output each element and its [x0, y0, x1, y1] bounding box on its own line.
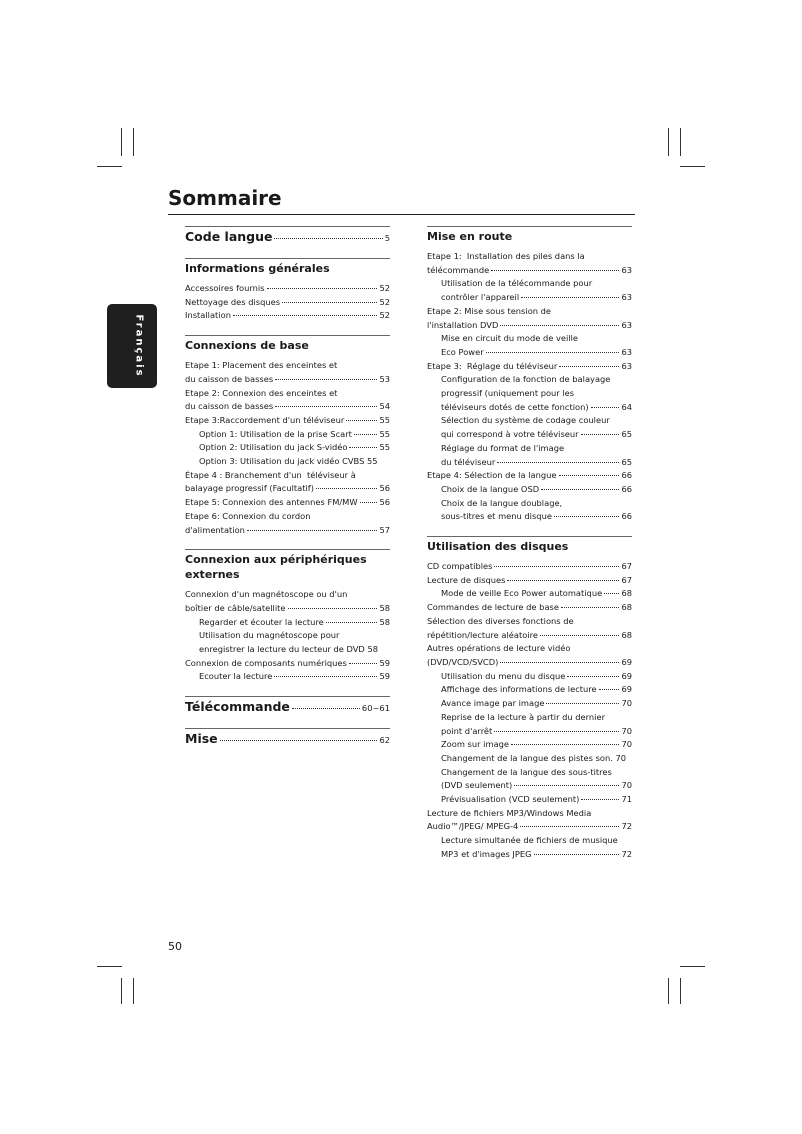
toc-entry-text: (DVD/VCD/SVCD) [427, 656, 499, 667]
dot-leader [494, 731, 619, 732]
toc-entry[interactable] [427, 642, 632, 656]
toc-page-ref: 70 [621, 780, 632, 791]
toc-page-ref: 72 [621, 821, 632, 832]
toc-entry[interactable] [185, 296, 390, 310]
toc-entry-text: Connexion de composants numériques [185, 657, 347, 668]
toc-entry-text: du téléviseur [441, 456, 496, 467]
toc-page-ref: 52 [379, 296, 390, 307]
dot-leader [581, 434, 620, 435]
toc-entry[interactable] [427, 305, 632, 319]
toc-entry-text: télécommande [427, 264, 490, 275]
toc-entry-text: Etape 6: Connexion du cordon [185, 510, 311, 521]
toc-section [185, 728, 390, 748]
toc-entry-text: Etape 5: Connexion des antennes FM/MW [185, 497, 358, 508]
dot-leader [520, 826, 619, 827]
dot-leader [275, 379, 377, 380]
section-title[interactable] [185, 696, 390, 716]
toc-page-ref: 55 [379, 414, 390, 425]
toc-entry[interactable] [427, 264, 632, 278]
toc-entry[interactable] [427, 277, 632, 291]
toc-entry[interactable] [185, 373, 390, 387]
toc-section [185, 549, 390, 684]
dot-leader [491, 270, 619, 271]
toc-entry[interactable] [427, 656, 632, 670]
toc-page-ref: 65 [621, 429, 632, 440]
toc-page-ref: 55 [379, 428, 390, 439]
toc-page-ref: 66 [621, 511, 632, 522]
dot-leader [561, 607, 619, 608]
toc-entry[interactable] [185, 643, 390, 657]
toc-entry[interactable] [185, 428, 390, 442]
dot-leader [267, 288, 378, 289]
toc-entry-text: Mise en circuit du mode de veille [441, 333, 579, 344]
toc-entry[interactable] [427, 332, 632, 346]
toc-entry[interactable] [427, 779, 632, 793]
toc-entry[interactable] [185, 387, 390, 401]
toc-entry-text: Nettoyage des disques [185, 296, 281, 307]
toc-entry-text: Étape 4 : Branchement d'un téléviseur à [185, 469, 356, 480]
toc-page-ref: 69 [621, 684, 632, 695]
toc-entry[interactable] [185, 524, 390, 538]
toc-entry-text: Lecture de fichiers MP3/Windows Media [427, 807, 592, 818]
toc-entry[interactable] [427, 697, 632, 711]
toc-entry[interactable] [185, 400, 390, 414]
toc-entry[interactable] [185, 670, 390, 684]
toc-entry-text: Changement de la langue des pistes son. 70 [441, 752, 627, 763]
toc-entry[interactable] [427, 560, 632, 574]
toc-entry[interactable] [185, 309, 390, 323]
toc-entry-text: Ecouter la lecture [199, 671, 273, 682]
toc-page-ref: 64 [621, 401, 632, 412]
toc-page-ref: 56 [379, 497, 390, 508]
toc-entry-text: Etape 3:Raccordement d'un téléviseur [185, 414, 345, 425]
dot-leader [546, 703, 619, 704]
toc-entry-text: boîtier de câble/satellite [185, 602, 286, 613]
toc-entry[interactable] [427, 711, 632, 725]
language-tab [107, 304, 157, 388]
toc-page-ref: 72 [621, 848, 632, 859]
toc-entry[interactable] [427, 615, 632, 629]
toc-entry[interactable] [185, 657, 390, 671]
toc-entry[interactable] [185, 496, 390, 510]
toc-page-ref: 70 [621, 739, 632, 750]
toc-section [185, 258, 390, 323]
toc-entry-text: Regarder et écouter la lecture [199, 616, 324, 627]
toc-entry-text: Choix de la langue OSD [441, 483, 540, 494]
toc-page-ref: 69 [621, 670, 632, 681]
toc-page-ref: 52 [379, 283, 390, 293]
toc-entry-text: répétition/lecture aléatoire [427, 629, 538, 640]
dot-leader [346, 420, 377, 421]
toc-entry-text: Installation [185, 310, 231, 321]
toc-page-ref: 63 [621, 319, 632, 330]
toc-entry-text: (DVD seulement) [441, 780, 513, 791]
toc-entry-text: Eco Power [441, 346, 484, 357]
toc-section [185, 335, 390, 537]
toc-entry[interactable] [427, 414, 632, 428]
toc-entry-text: Lecture de disques [427, 574, 506, 585]
dot-leader [360, 502, 378, 503]
section-title[interactable]: Connexion aux périphériques externes [185, 549, 390, 582]
section-title[interactable]: Informations générales [185, 258, 390, 276]
toc-page-ref: 65 [621, 456, 632, 467]
page-title: Sommaire [168, 186, 282, 210]
toc-entry-text: Audio™/JPEG/ MPEG-4 [427, 821, 519, 832]
toc-entry-text: Zoom sur image [441, 739, 510, 750]
toc-entry[interactable] [427, 469, 632, 483]
toc-entry[interactable] [427, 291, 632, 305]
toc-entry[interactable] [427, 848, 632, 862]
toc-entry-text: Option 2: Utilisation du jack S-vidéo [199, 442, 348, 453]
toc-entry-text: du caisson de basses [185, 401, 274, 412]
toc-entry-text: qui correspond à votre téléviseur [441, 429, 579, 440]
toc-entry[interactable] [427, 360, 632, 374]
toc-entry-text: téléviseurs dotés de cette fonction) [441, 401, 589, 412]
toc-entry[interactable] [185, 510, 390, 524]
toc-page-ref: 54 [379, 401, 390, 412]
toc-page-ref: 66 [621, 483, 632, 494]
toc-entry[interactable] [427, 497, 632, 511]
toc-page-ref: 52 [379, 310, 390, 321]
toc-entry-text: Etape 1: Placement des enceintes et [185, 360, 338, 371]
toc-page-ref: 69 [621, 656, 632, 667]
title-divider [168, 214, 635, 215]
toc-entry[interactable] [185, 455, 390, 469]
toc-entry[interactable] [427, 510, 632, 524]
toc-entry[interactable] [185, 282, 390, 296]
dot-leader [540, 635, 619, 636]
toc-page-ref: 58 [379, 616, 390, 627]
toc-entry-text: Etape 4: Sélection de la langue [427, 470, 557, 481]
toc-entry[interactable] [427, 752, 632, 766]
toc-page-ref: 68 [621, 602, 632, 613]
dot-leader [282, 302, 377, 303]
dot-leader [541, 489, 619, 490]
toc-entry[interactable] [427, 428, 632, 442]
toc-entry-text: Réglage du format de l'image [441, 442, 565, 453]
toc-page-ref: 58 [379, 602, 390, 613]
toc-entry-text: Configuration de la fonction de balayage [441, 374, 611, 385]
toc-entry-text: balayage progressif (Facultatif) [185, 483, 314, 494]
toc-page-ref: 53 [379, 373, 390, 384]
toc-entry[interactable] [185, 602, 390, 616]
section-title[interactable] [185, 226, 390, 246]
dot-leader [220, 740, 378, 741]
toc-section [185, 696, 390, 716]
section-title-text: Télécommande [185, 699, 290, 715]
toc-entry[interactable] [427, 629, 632, 643]
dot-leader [567, 676, 619, 677]
toc-entry-text: Commandes de lecture de base [427, 602, 559, 613]
dot-leader [507, 580, 619, 581]
toc-entry[interactable] [427, 587, 632, 601]
section-page-ref: 62 [379, 735, 390, 746]
section-title[interactable] [185, 728, 390, 748]
dot-leader [292, 708, 360, 709]
toc-entry-text: Utilisation de la télécommande pour [441, 278, 593, 289]
toc-page-ref: 56 [379, 483, 390, 494]
dot-leader [316, 488, 378, 489]
toc-entry-text: Etape 2: Mise sous tension de [427, 305, 552, 316]
language-tab-label: Français [133, 314, 145, 378]
toc-page-ref: 63 [621, 264, 632, 275]
toc-entry-text: Utilisation du menu du disque [441, 670, 566, 681]
toc-entry-text: Connexion d'un magnétoscope ou d'un [185, 589, 348, 600]
toc-entry-text: Choix de la langue doublage, [441, 497, 563, 508]
section-page-ref: 60~61 [361, 703, 390, 714]
page-number: 50 [168, 940, 182, 953]
dot-leader [559, 366, 619, 367]
dot-leader [599, 689, 620, 690]
dot-leader [500, 325, 619, 326]
toc-entry[interactable] [427, 601, 632, 615]
section-title[interactable]: Connexions de base [185, 335, 390, 353]
dot-leader [354, 434, 378, 435]
toc-entry[interactable] [427, 738, 632, 752]
toc-entry-text: Avance image par image [441, 698, 545, 709]
toc-entry[interactable] [427, 820, 632, 834]
toc-entry-text: Sélection du système de codage couleur [441, 415, 610, 426]
dot-leader [349, 663, 378, 664]
toc-entry[interactable] [427, 725, 632, 739]
dot-leader [494, 566, 619, 567]
toc-entry-text: Option 1: Utilisation de la prise Scart [199, 428, 352, 439]
dot-leader [275, 406, 377, 407]
section-title[interactable]: Mise en route [427, 226, 632, 244]
toc-entry-text: Reprise de la lecture à partir du dernier [441, 711, 606, 722]
toc-entry[interactable] [185, 441, 390, 455]
toc-entry-text: l'installation DVD [427, 319, 499, 330]
toc-page-ref: 67 [621, 561, 632, 572]
toc-entry[interactable] [185, 588, 390, 602]
toc-entry-text: progressif (uniquement pour les [441, 388, 575, 399]
toc-entry[interactable] [185, 629, 390, 643]
toc-entry-text: Etape 2: Connexion des enceintes et [185, 387, 338, 398]
toc-entry[interactable] [427, 807, 632, 821]
toc-entry[interactable] [427, 442, 632, 456]
dot-leader [486, 352, 620, 353]
dot-leader [604, 593, 619, 594]
toc-page-ref: 63 [621, 346, 632, 357]
section-page-ref: 5 [384, 233, 390, 243]
toc-entry-text: Accessoires fournis [185, 283, 265, 293]
toc-entry[interactable] [427, 670, 632, 684]
dot-leader [514, 785, 619, 786]
toc-entry-text: Prévisualisation (VCD seulement) [441, 794, 580, 805]
toc-entry[interactable] [185, 359, 390, 373]
dot-leader [500, 662, 619, 663]
toc-entry-text: Option 3: Utilisation du jack vidéo CVBS 55 [199, 456, 378, 467]
toc-entry-text: Etape 3: Réglage du téléviseur [427, 360, 558, 371]
dot-leader [581, 799, 619, 800]
toc-page-ref: 67 [621, 574, 632, 585]
toc-left-column [185, 226, 390, 760]
toc-entry-text: CD compatibles [427, 561, 493, 572]
toc-page-ref: 59 [379, 657, 390, 668]
dot-leader [274, 676, 377, 677]
toc-entry[interactable] [427, 401, 632, 415]
toc-entry-text: point d'arrêt [441, 725, 493, 736]
toc-entry-text: Sélection des diverses fonctions de [427, 615, 574, 626]
toc-page-ref: 71 [621, 794, 632, 805]
dot-leader [554, 516, 619, 517]
toc-entry-text: Changement de la langue des sous-titres [441, 766, 612, 777]
section-title-text: Code langue [185, 229, 273, 244]
toc-entry[interactable] [427, 456, 632, 470]
toc-entry-text: Autres opérations de lecture vidéo [427, 643, 571, 654]
toc-entry-text: enregistrer la lecture du lecteur de DVD 58 [199, 644, 379, 655]
toc-right-column [427, 226, 632, 874]
dot-leader [497, 462, 619, 463]
toc-entry-text: du caisson de basses [185, 373, 274, 384]
toc-entry-text: Mode de veille Eco Power automatique [441, 588, 603, 599]
toc-entry-text: Utilisation du magnétoscope pour [199, 630, 340, 641]
toc-entry[interactable] [185, 482, 390, 496]
toc-page-ref: 63 [621, 292, 632, 303]
toc-entry-text: sous-titres et menu disque [441, 511, 552, 522]
toc-entry[interactable] [427, 319, 632, 333]
dot-leader [349, 447, 377, 448]
toc-page-ref: 70 [621, 725, 632, 736]
toc-entry[interactable] [427, 346, 632, 360]
dot-leader [247, 530, 378, 531]
toc-section [185, 226, 390, 246]
section-title-text: Mise [185, 731, 218, 747]
toc-entry-text: contrôler l'appareil [441, 292, 520, 303]
toc-entry[interactable] [427, 250, 632, 264]
toc-page-ref: 68 [621, 629, 632, 640]
toc-entry-text: MP3 et d'images JPEG [441, 848, 532, 859]
dot-leader [326, 622, 378, 623]
toc-entry[interactable] [427, 574, 632, 588]
toc-entry[interactable] [427, 793, 632, 807]
toc-page-ref: 55 [379, 442, 390, 453]
dot-leader [591, 407, 620, 408]
toc-entry[interactable] [427, 387, 632, 401]
toc-section [427, 226, 632, 524]
toc-entry-text: Etape 1: Installation des piles dans la [427, 251, 585, 261]
dot-leader [233, 315, 377, 316]
toc-page-ref: 63 [621, 360, 632, 371]
dot-leader [521, 297, 619, 298]
toc-entry[interactable] [185, 469, 390, 483]
toc-entry-text: Affichage des informations de lecture [441, 684, 597, 695]
toc-page-ref: 68 [621, 588, 632, 599]
toc-page-ref: 66 [621, 470, 632, 481]
dot-leader [511, 744, 619, 745]
toc-entry[interactable] [427, 766, 632, 780]
dot-leader [288, 608, 378, 609]
toc-entry-text: Lecture simultanée de fichiers de musique [441, 835, 618, 846]
toc-entry[interactable] [427, 834, 632, 848]
dot-leader [534, 854, 620, 855]
toc-page-ref: 59 [379, 671, 390, 682]
toc-entry[interactable] [427, 683, 632, 697]
dot-leader [274, 238, 382, 239]
toc-page-ref: 57 [379, 524, 390, 535]
toc-entry[interactable] [427, 373, 632, 387]
dot-leader [559, 475, 620, 476]
toc-entry[interactable] [185, 616, 390, 630]
toc-page-ref: 70 [621, 698, 632, 709]
toc-entry[interactable] [427, 483, 632, 497]
toc-entry[interactable] [185, 414, 390, 428]
section-title[interactable]: Utilisation des disques [427, 536, 632, 554]
toc-entry-text: d'alimentation [185, 524, 245, 535]
toc-section [427, 536, 632, 861]
